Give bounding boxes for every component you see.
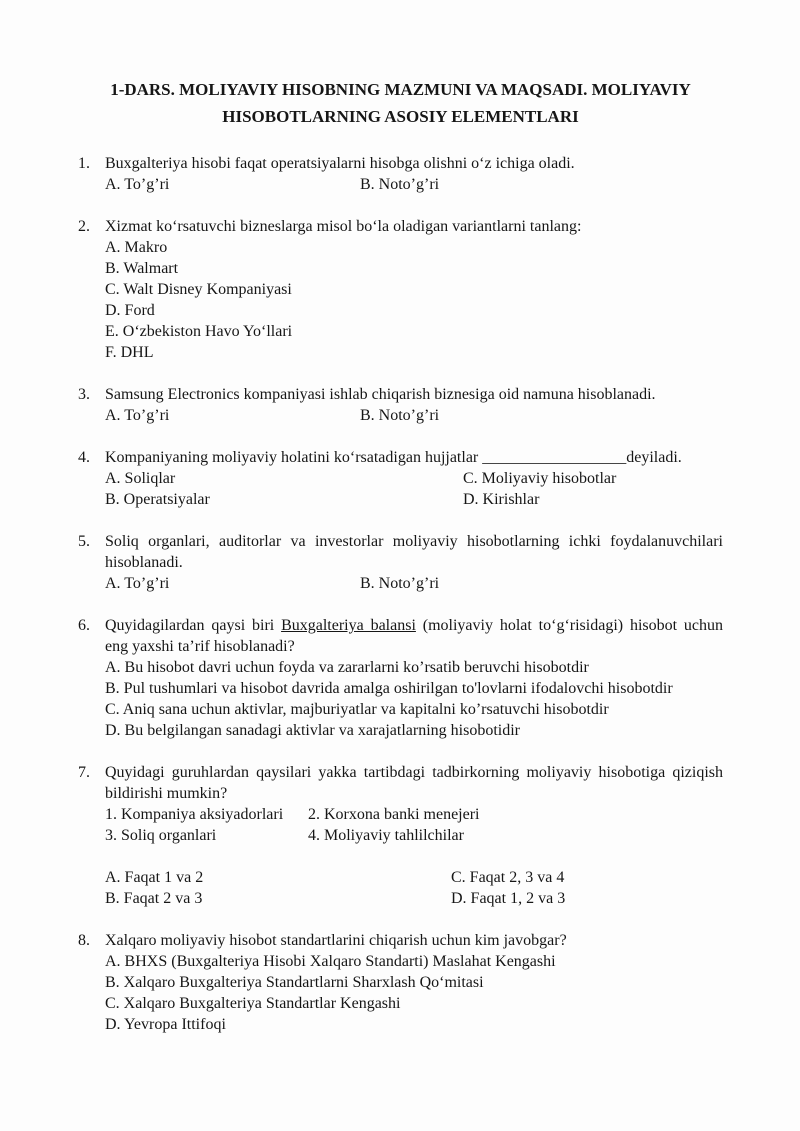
question-text-underlined: Buxgalteriya balansi xyxy=(281,617,416,634)
option-d: D. Bu belgilangan sanadagi aktivlar va xarajatlarning hisobotidir xyxy=(105,722,520,739)
question-text-part2: (moliyaviy holat to‘g‘risidagi) hisobot uchun eng yaxshi ta’rif hisoblanadi? xyxy=(105,617,724,655)
option-d: D. Faqat 1, 2 va 3 xyxy=(451,890,566,907)
option-b: B. Pul tushumlari va hisobot davrida amalga oshirilgan to'lovlarni ifodalovchi hisobotdir xyxy=(105,680,673,697)
option-a: A. Makro xyxy=(105,239,168,256)
question-text-part1: Quyidagilardan qaysi biri xyxy=(105,617,282,634)
option-d: D. Ford xyxy=(105,302,155,319)
option-b: B. Walmart xyxy=(105,260,179,277)
option-b: B. Noto’g’ri xyxy=(360,176,440,193)
options-row xyxy=(105,573,723,594)
subitem-3: 3. Soliq organlari xyxy=(105,827,217,844)
option-d: D. Kirishlar xyxy=(463,491,540,508)
option-b: B. Xalqaro Buxgalteriya Standartlarni Sharxlash Qo‘mitasi xyxy=(105,974,484,991)
options-row-1 xyxy=(105,468,723,489)
question-5 xyxy=(78,531,723,594)
option-a: A. To’g’ri xyxy=(105,575,170,592)
option-c: C. Moliyaviy hisobotlar xyxy=(463,470,617,487)
option-f: F. DHL xyxy=(105,344,154,361)
option-a: A. Soliqlar xyxy=(105,470,176,487)
question-text: Buxgalteriya hisobi faqat operatsiyalarni hisobga olishni o‘z ichiga oladi. xyxy=(105,155,575,172)
question-8 xyxy=(78,930,723,1035)
option-e: E. O‘zbekiston Havo Yo‘llari xyxy=(105,323,293,340)
question-1 xyxy=(78,153,723,195)
options-row xyxy=(105,405,723,426)
option-c: C. Xalqaro Buxgalteriya Standartlar Kengashi xyxy=(105,995,401,1012)
question-text: Quyidagi guruhlardan qaysilari yakka tartibdagi tadbirkorning moliyaviy hisobotiga qiziqish bildirishi mumkin? xyxy=(105,764,723,802)
option-b: B. Noto’g’ri xyxy=(360,407,440,424)
subitem-2: 2. Korxona banki menejeri xyxy=(308,806,480,823)
question-number: 5. xyxy=(78,533,90,550)
question-number: 1. xyxy=(78,155,90,172)
subitems-row-2 xyxy=(105,825,723,846)
document-title-line2: HISOBOTLARNING ASOSIY ELEMENTLARI xyxy=(222,107,579,126)
option-a: A. To’g’ri xyxy=(105,176,170,193)
options-row-2 xyxy=(105,489,723,510)
document-title-line1: 1-DARS. MOLIYAVIY HISOBNING MAZMUNI VA MAQSADI. MOLIYAVIY xyxy=(110,80,691,99)
subitem-1: 1. Kompaniya aksiyadorlari xyxy=(105,806,284,823)
question-number: 7. xyxy=(78,764,90,781)
spacer xyxy=(105,846,723,867)
options-row-2 xyxy=(105,888,723,909)
question-text: Samsung Electronics kompaniyasi ishlab chiqarish biznesiga oid namuna hisoblanadi. xyxy=(105,386,656,403)
question-text: Xalqaro moliyaviy hisobot standartlarini chiqarish uchun kim javobgar? xyxy=(105,932,567,949)
subitems-row-1 xyxy=(105,804,723,825)
option-b: B. Operatsiyalar xyxy=(105,491,210,508)
option-c: C. Aniq sana uchun aktivlar, majburiyatlar va kapitalni ko’rsatuvchi hisobotdir xyxy=(105,701,609,718)
question-4 xyxy=(78,447,723,510)
options-row xyxy=(105,174,723,195)
question-text xyxy=(105,615,723,657)
option-d: D. Yevropa Ittifoqi xyxy=(105,1016,226,1033)
question-text: Soliq organlari, auditorlar va investorlar moliyaviy hisobotlarning ichki foydalanuvchilari hisoblanadi. xyxy=(105,533,723,571)
question-number: 8. xyxy=(78,932,90,949)
question-text: Xizmat ko‘rsatuvchi bizneslarga misol bo‘la oladigan variantlarni tanlang: xyxy=(105,218,582,235)
subitem-4: 4. Moliyaviy tahlilchilar xyxy=(308,827,464,844)
question-number: 3. xyxy=(78,386,90,403)
option-a: A. BHXS (Buxgalteriya Hisobi Xalqaro Standarti) Maslahat Kengashi xyxy=(105,953,556,970)
question-3 xyxy=(78,384,723,426)
question-6 xyxy=(78,615,723,741)
question-2 xyxy=(78,216,723,363)
document-title xyxy=(78,76,723,130)
question-7 xyxy=(78,762,723,909)
option-c: C. Faqat 2, 3 va 4 xyxy=(451,869,565,886)
options-row-1 xyxy=(105,867,723,888)
question-number: 2. xyxy=(78,218,90,235)
option-a: A. To’g’ri xyxy=(105,407,170,424)
option-b: B. Faqat 2 va 3 xyxy=(105,890,203,907)
question-number: 6. xyxy=(78,617,90,634)
question-text: Kompaniyaning moliyaviy holatini ko‘rsatadigan hujjatlar __________________deyiladi. xyxy=(105,449,682,466)
option-a: A. Faqat 1 va 2 xyxy=(105,869,204,886)
option-a: A. Bu hisobot davri uchun foyda va zararlarni ko’rsatib beruvchi hisobotdir xyxy=(105,659,589,676)
option-b: B. Noto’g’ri xyxy=(360,575,440,592)
question-number: 4. xyxy=(78,449,90,466)
option-c: C. Walt Disney Kompaniyasi xyxy=(105,281,292,298)
